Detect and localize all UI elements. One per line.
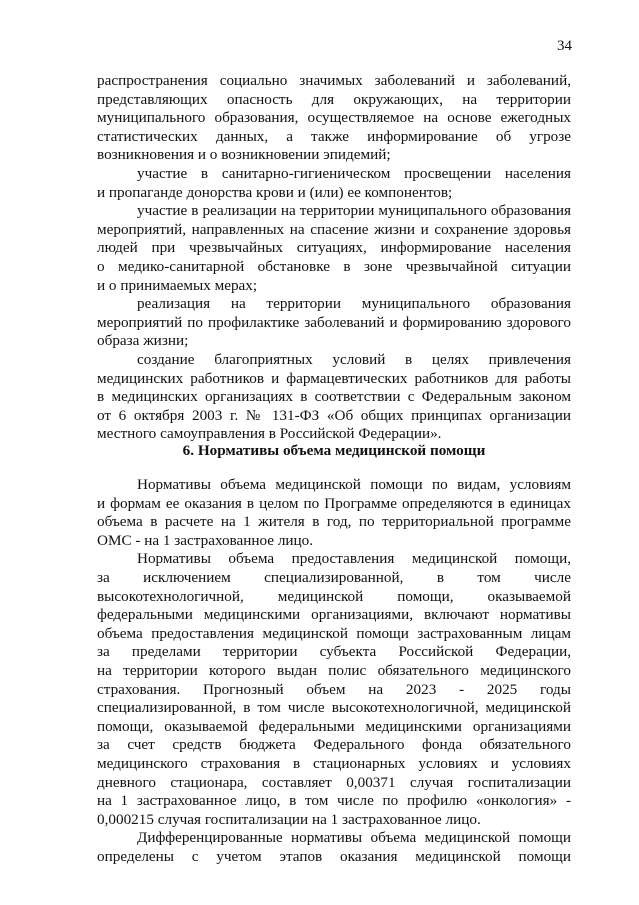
text-line: и формам ее оказания в целом по Программе определяются в единицах bbox=[97, 494, 571, 512]
text-line: распространения социально значимых заболеваний и заболеваний, bbox=[97, 72, 571, 89]
body-text-block-1 bbox=[97, 72, 571, 444]
text-line: за пределами территории субъекта Российской Федерации, bbox=[97, 643, 571, 661]
text-line: определены с учетом этапов оказания медицинской помощи bbox=[97, 847, 571, 865]
section-heading: 6. Нормативы объема медицинской помощи bbox=[182, 442, 486, 459]
text-line: от 6 октября 2003 г. № 131-ФЗ «Об общих принципах организации bbox=[97, 406, 571, 424]
text-line: участие в реализации на территории муниципального образования bbox=[137, 202, 571, 220]
text-line: в медицинских организациях в соответствии с Федеральным законом bbox=[97, 388, 571, 406]
text-line: и о принимаемых мерах; bbox=[97, 276, 258, 294]
text-line: дневного стационара, составляет 0,00371 случая госпитализации bbox=[97, 773, 571, 791]
text-line: на 1 застрахованное лицо, в том числе по профилю «онкология» - bbox=[97, 792, 571, 810]
text-line: мероприятий, направленных на спасение жизни и сохранение здоровья bbox=[97, 220, 571, 238]
text-line: представляющих опасность для окружающих, на территории bbox=[97, 90, 571, 108]
text-line: высокотехнологичной, медицинской помощи, оказываемой bbox=[97, 587, 571, 605]
text-line: ОМС - на 1 застрахованное лицо. bbox=[97, 531, 314, 549]
text-line: муниципального образования, осуществляемое на основе ежегодных bbox=[97, 109, 571, 127]
text-line: людей при чрезвычайных ситуациях, информирование населения bbox=[97, 239, 571, 257]
text-line: медицинских работников и фармацевтических работников для работы bbox=[97, 369, 571, 387]
text-line: участие в санитарно-гигиеническом просвещении населения bbox=[137, 164, 571, 182]
text-line: федеральными медицинскими организациями, включают нормативы bbox=[97, 606, 571, 624]
text-line: статистических данных, а также информирование об угрозе bbox=[97, 127, 571, 145]
text-line: создание благоприятных условий в целях привлечения bbox=[137, 350, 571, 368]
text-line: мероприятий по профилактике заболеваний и формированию здорового bbox=[97, 313, 571, 331]
text-line: страхования. Прогнозный объем на 2023 - 2025 годы bbox=[97, 680, 571, 698]
text-line: объема в расчете на 1 жителя в год, по территориальной программе bbox=[97, 513, 571, 531]
text-line: возникновения и о возникновении эпидемий; bbox=[97, 146, 391, 164]
text-line: специализированной, в том числе высокотехнологичной, медицинской bbox=[97, 699, 571, 717]
text-line: за исключением специализированной, в том числе bbox=[97, 568, 571, 586]
text-line: Нормативы объема медицинской помощи по видам, условиям bbox=[137, 476, 571, 493]
text-line: и пропаганде донорства крови и (или) ее компонентов; bbox=[97, 183, 453, 201]
text-line: образа жизни; bbox=[97, 332, 189, 350]
text-line: медицинского страхования в стационарных условиях и условиях bbox=[97, 754, 571, 772]
text-line: объема предоставления медицинской помощи застрахованным лицам bbox=[97, 624, 571, 642]
text-line: 0,000215 случая госпитализации на 1 застрахованное лицо. bbox=[97, 810, 481, 828]
body-text-block-2 bbox=[97, 476, 571, 866]
text-line: местного самоуправления в Российской Федерации». bbox=[97, 425, 442, 443]
page-number: 34 bbox=[557, 38, 572, 54]
text-line: реализация на территории муниципального образования bbox=[137, 295, 571, 313]
text-line: о медико-санитарной обстановке в зоне чрезвычайной ситуации bbox=[97, 257, 571, 275]
text-line: на территории которого выдан полис обязательного медицинского bbox=[97, 661, 571, 679]
text-line: Дифференцированные нормативы объема медицинской помощи bbox=[137, 829, 571, 847]
text-line: помощи, оказываемой федеральными медицинскими организациями bbox=[97, 717, 571, 735]
text-line: Нормативы объема предоставления медицинской помощи, bbox=[137, 550, 571, 568]
text-line: за счет средств бюджета Федерального фонда обязательного bbox=[97, 736, 571, 754]
